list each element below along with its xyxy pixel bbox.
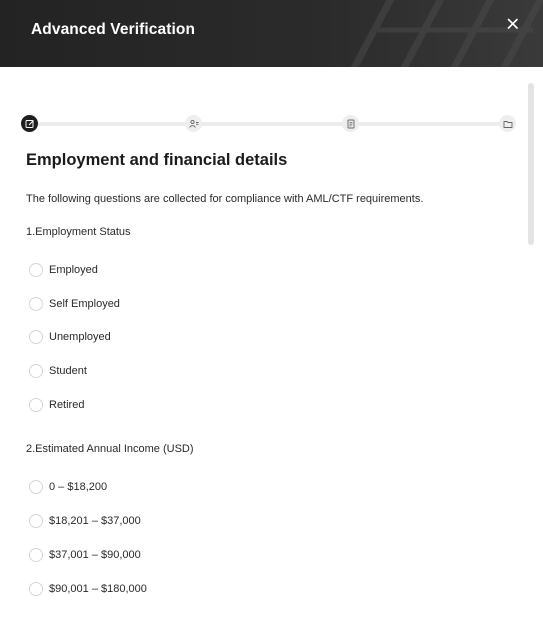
close-button[interactable]: [503, 14, 523, 34]
scrollbar[interactable]: [528, 83, 534, 245]
section-title: Employment and financial details: [26, 151, 288, 169]
stepper-track: [29, 122, 509, 126]
edit-icon: [25, 119, 35, 129]
option-income-bracket-3[interactable]: [29, 547, 141, 563]
option-income-bracket-4[interactable]: [29, 581, 147, 597]
step-personal[interactable]: [185, 115, 202, 132]
radio-button[interactable]: [29, 514, 43, 528]
modal-header: [0, 0, 543, 67]
radio-button[interactable]: [29, 364, 43, 378]
question-employment-status: 1.Employment Status: [26, 226, 131, 238]
step-documents[interactable]: [342, 115, 359, 132]
radio-button[interactable]: [29, 263, 43, 277]
radio-button[interactable]: [29, 480, 43, 494]
compliance-intro: The following questions are collected for compliance with AML/CTF requirements.: [26, 193, 424, 205]
option-student[interactable]: [29, 363, 87, 379]
modal-title: Advanced Verification: [31, 21, 196, 38]
option-label: 0 – $18,200: [49, 481, 108, 493]
modal-body: [0, 67, 543, 637]
step-review[interactable]: [499, 115, 516, 132]
option-label: Self Employed: [49, 298, 120, 310]
radio-button[interactable]: [29, 398, 43, 412]
document-icon: [346, 119, 356, 129]
option-retired[interactable]: [29, 397, 84, 413]
radio-button[interactable]: [29, 548, 43, 562]
option-employed[interactable]: [29, 262, 98, 278]
progress-stepper: [21, 115, 517, 133]
option-label: $18,201 – $37,000: [49, 515, 141, 527]
step-employment[interactable]: [21, 115, 38, 132]
option-label: Student: [49, 365, 87, 377]
user-list-icon: [189, 119, 199, 129]
radio-button[interactable]: [29, 582, 43, 596]
option-label: $37,001 – $90,000: [49, 549, 141, 561]
option-income-bracket-1[interactable]: [29, 479, 107, 495]
radio-button[interactable]: [29, 297, 43, 311]
folder-icon: [503, 119, 513, 129]
option-label: $90,001 – $180,000: [49, 583, 147, 595]
close-icon: [503, 14, 523, 34]
option-label: Unemployed: [49, 331, 111, 343]
radio-button[interactable]: [29, 330, 43, 344]
option-income-bracket-2[interactable]: [29, 513, 141, 529]
question-annual-income: 2.Estimated Annual Income (USD): [26, 443, 194, 455]
option-label: Employed: [49, 264, 98, 276]
option-label: Retired: [49, 399, 85, 411]
option-unemployed[interactable]: [29, 329, 111, 345]
option-self-employed[interactable]: [29, 296, 120, 312]
